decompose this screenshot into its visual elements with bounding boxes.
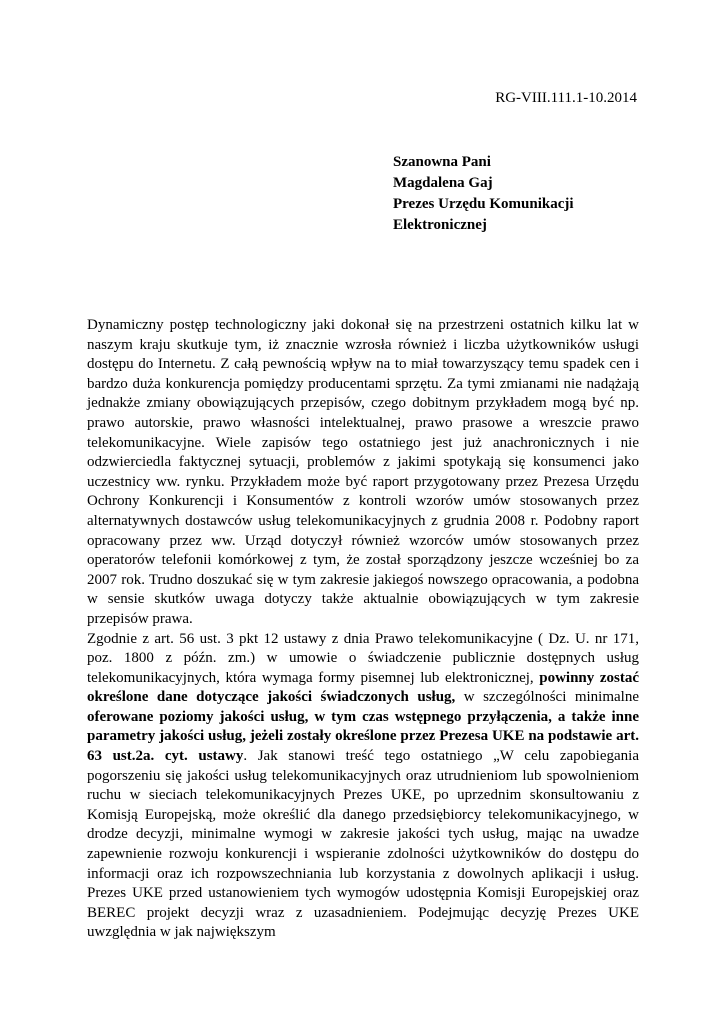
paragraph-2-text-a: Zgodnie z art. 56 ust. 3 pkt 12 ustawy z dnia Prawo telekomunikacyjne ( Dz. U. nr 171, poz. 1800 z późn. zm.) w umowie o świadczenie publicznie dostępnych usług telekomunikacyjnych, która wymaga formy pisemnej lub elektronicznej, xyxy=(87,630,639,686)
paragraph-1: Dynamiczny postęp technologiczny jaki dokonał się na przestrzeni ostatnich kilku lat w naszym kraju skutkuje tym, iż znacznie wzrosła również i liczba użytkowników usługi dostępu do Internetu. Z całą pewnością wpływ na to miał towarzyszący temu spadek cen i bardzo duża konkurencja pomiędzy producentami sprzętu. Za tymi zmianami nie nadążają jednakże zmiany obowiązujących przepisów, czego dobitnym przykładem mogą być np. prawo autorskie, prawo własności intelektualnej, prawo prasowe a wreszcie prawo telekomunikacyjne. Wiele zapisów tego ostatniego jest już anachronicznych i nie odzwierciedla faktycznej sytuacji, problemów z jakimi spotykają się konsumenci jako uczestnicy ww. rynku. Przykładem może być raport przygotowany przez Prezesa Urzędu Ochrony Konkurencji i Konsumentów z kontroli wzorów umów stosowanych przez alternatywnych dostawców usług telekomunikacyjnych z grudnia 2008 r. Podobny raport opracowany przez ww. Urząd dotyczył również wzorców umów stosowanych przez operatorów telefonii komórkowej z tym, że został sporządzony jeszcze wcześniej bo za 2007 rok. Trudno doszukać się w tym zakresie jakiegoś nowszego opracowania, a podobna w sensie skutków uwaga dotyczy także aktualnie obowiązujących w tym zakresie przepisów prawa. xyxy=(87,317,639,627)
addressee-title: Prezes Urzędu Komunikacji xyxy=(393,196,574,212)
reference-number: RG-VIII.111.1-10.2014 xyxy=(495,90,637,106)
addressee-block xyxy=(393,152,653,236)
paragraph-2-bold-b: oferowane poziomy jakości usług, w tym czas wstępnego przyłączenia, a także inne parametry jakości usług, jeżeli zostały określone przez Prezesa UKE na podstawie art. 63 ust.2a. cyt. ustawy xyxy=(87,708,639,765)
addressee-title-cont: Elektronicznej xyxy=(393,217,487,233)
letter-body xyxy=(87,316,639,943)
addressee-salutation: Szanowna Pani xyxy=(393,154,491,170)
paragraph-2-text-b: w szczególności minimalne xyxy=(463,689,639,706)
paragraph-2-text-c: . Jak stanowi treść tego ostatniego „W celu zapobiegania pogorszeniu się jakości usług telekomunikacyjnych oraz utrudnieniom lub spowolnieniom ruchu w sieciach telekomunikacyjnych Prezes UKE, po uprzednim skonsultowaniu z Komisją Europejską, może określić dla danego przedsiębiorcy telekomunikacyjnego, w drodze decyzji, minimalne wymogi w zakresie jakości tych usług, mając na uwadze zapewnienie rozwoju konkurencji i wspieranie zdolności użytkowników do dostępu do informacji oraz ich rozpowszechniania lub korzystania z dowolnych aplikacji i usług. Prezes UKE przed ustanowieniem tych wymogów udostępnia Komisji Europejskiej oraz BEREC projekt decyzji wraz z uzasadnieniem. Podejmując decyzję Prezes UKE uwzględnia w jak największym xyxy=(87,748,639,941)
paragraph-2 xyxy=(87,630,639,944)
addressee-name: Magdalena Gaj xyxy=(393,175,493,191)
paragraph-2-bold-a: powinny zostać określone dane dotyczące jakości świadczonych usług, xyxy=(87,669,639,706)
